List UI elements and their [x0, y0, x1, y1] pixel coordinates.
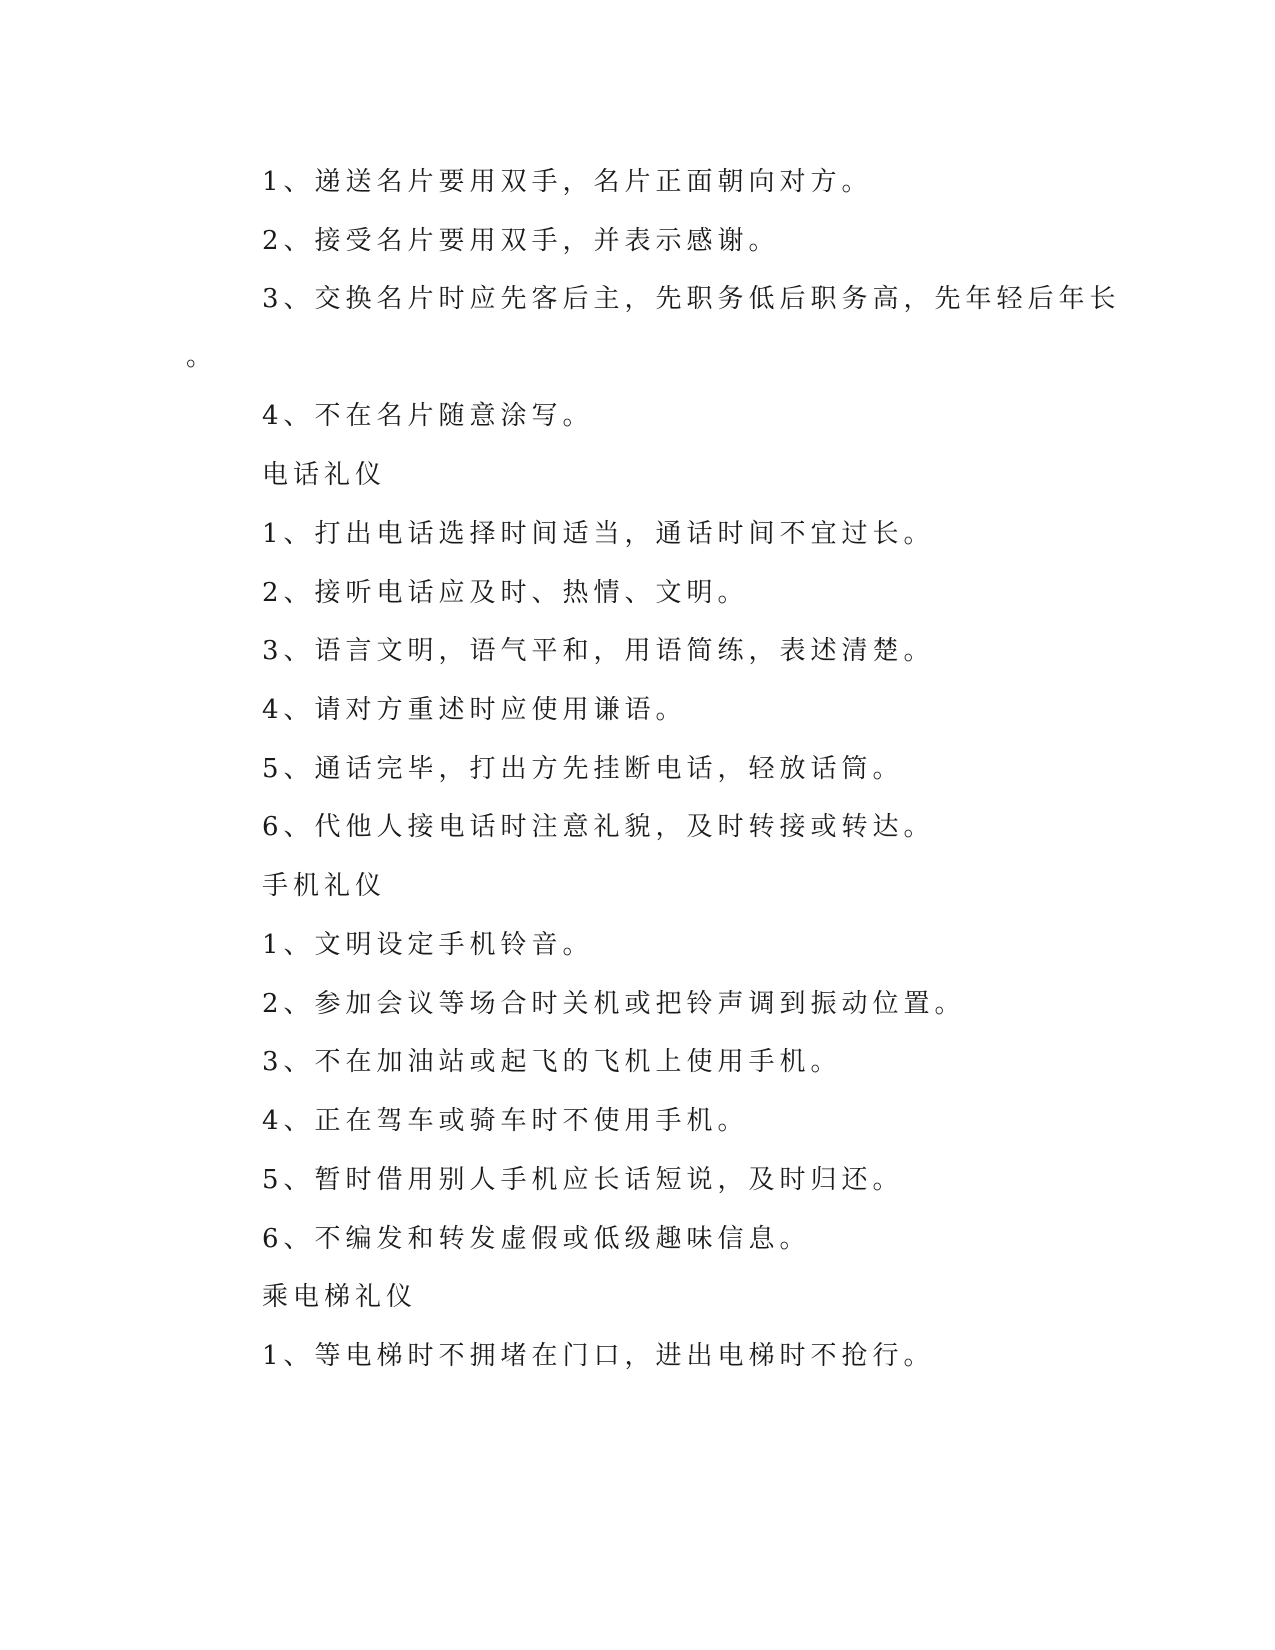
mobile-item-5: 5、暂时借用别人手机应长话短说，及时归还。: [262, 1165, 904, 1195]
elevator-item-1: 1、等电梯时不拥堵在门口，进出电梯时不抢行。: [262, 1341, 935, 1371]
mobile-item-1: 1、文明设定手机铃音。: [262, 930, 594, 960]
section-heading-elevator: 乘电梯礼仪: [262, 1282, 418, 1312]
mobile-item-2: 2、参加会议等场合时关机或把铃声调到振动位置。: [262, 989, 966, 1019]
phone-item-1: 1、打出电话选择时间适当，通话时间不宜过长。: [262, 519, 935, 549]
card-item-4: 4、不在名片随意涂写。: [262, 401, 594, 431]
card-item-3: 3、交换名片时应先客后主，先职务低后职务高，先年轻后年长: [262, 284, 1121, 314]
card-item-1: 1、递送名片要用双手，名片正面朝向对方。: [262, 167, 873, 197]
mobile-item-6: 6、不编发和转发虚假或低级趣味信息。: [262, 1224, 811, 1254]
mobile-item-4: 4、正在驾车或骑车时不使用手机。: [262, 1106, 749, 1136]
phone-item-4: 4、请对方重述时应使用谦语。: [262, 695, 687, 725]
phone-item-6: 6、代他人接电话时注意礼貌，及时转接或转达。: [262, 812, 935, 842]
mobile-item-3: 3、不在加油站或起飞的飞机上使用手机。: [262, 1047, 842, 1077]
section-heading-mobile: 手机礼仪: [262, 871, 387, 901]
section-heading-phone: 电话礼仪: [262, 460, 387, 490]
phone-item-3: 3、语言文明，语气平和，用语简练，表述清楚。: [262, 636, 935, 666]
card-item-3-tail: 。: [186, 342, 213, 372]
phone-item-5: 5、通话完毕，打出方先挂断电话，轻放话筒。: [262, 754, 904, 784]
phone-item-2: 2、接听电话应及时、热情、文明。: [262, 578, 749, 608]
card-item-2: 2、接受名片要用双手，并表示感谢。: [262, 226, 780, 256]
